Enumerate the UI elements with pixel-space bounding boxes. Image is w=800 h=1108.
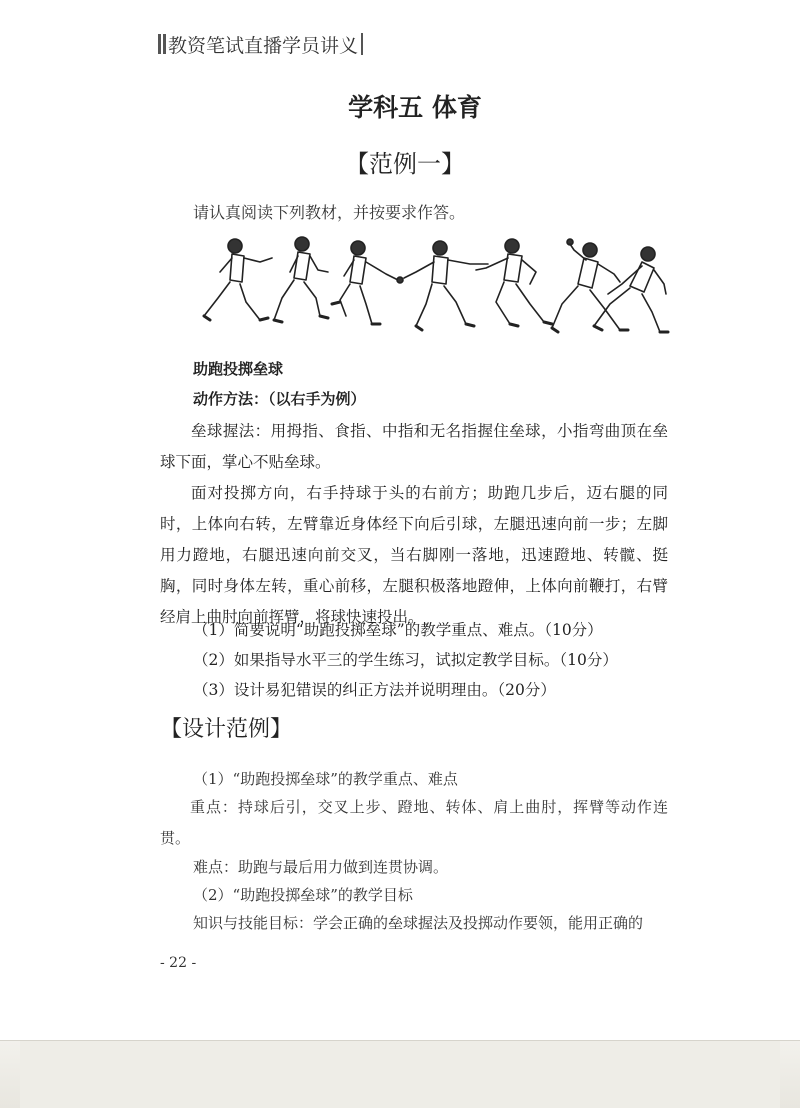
scan-edge	[0, 1040, 800, 1108]
intro-text: 请认真阅读下列教材，并按要求作答。	[193, 203, 466, 222]
athlete-figure-6	[552, 239, 628, 332]
header-bar-left-2	[163, 34, 166, 54]
page-number: - 22 -	[160, 955, 197, 971]
handout-header	[158, 30, 363, 58]
question-3: （3）设计易犯错误的纠正方法并说明理由。（20分）	[193, 681, 556, 699]
answer-goal-line: 知识与技能目标：学会正确的垒球握法及投掷动作要领，能用正确的	[193, 914, 644, 932]
header-bar-right	[361, 33, 363, 55]
athlete-figure-1	[204, 239, 272, 320]
technique-paragraph: 面对投掷方向，右手持球于头的右前方；助跑几步后，迈右腿的同时，上体向右转，左臂靠近身体经下向后引球，左腿迅速向前一步；左脚用力蹬地，右腿迅速向前交叉，当右脚刚一落地，迅速蹬地、转髋、挺胸，同时身体左转，重心前移，左腿积极落地蹬伸，上体向前鞭打，右臂经肩上曲肘向前挥臂，将球快速投出。	[160, 484, 668, 626]
example-title: 【范例一】	[345, 150, 465, 178]
subject-title: 学科五 体育	[348, 93, 482, 122]
athlete-figure-7	[594, 247, 668, 332]
answer-q1-heading: （1）“助跑投掷垒球”的教学重点、难点	[193, 770, 458, 788]
athlete-figure-4	[404, 241, 488, 330]
question-1: （1）简要说明“助跑投掷垒球”的教学重点、难点。（10分）	[193, 621, 603, 639]
figure-svg	[190, 232, 670, 344]
answer-key-point: 重点：持球后引，交叉上步、蹬地、转体、肩上曲肘，挥臂等动作连贯。	[160, 798, 668, 847]
athlete-figure-3	[332, 241, 403, 324]
method-heading: 动作方法：（以右手为例）	[193, 390, 366, 408]
header-bar-left	[158, 34, 161, 54]
scan-edge-inner	[20, 1041, 780, 1108]
grip-paragraph: 垒球握法：用拇指、食指、中指和无名指握住垒球，小指弯曲顶在垒球下面，掌心不贴垒球。	[160, 422, 668, 471]
question-2: （2）如果指导水平三的学生练习，试拟定教学目标。（10分）	[193, 651, 618, 669]
answer-q2-heading: （2）“助跑投掷垒球”的教学目标	[193, 886, 413, 904]
shot-put-sequence-illustration	[190, 232, 670, 344]
answer-difficulty: 难点：助跑与最后用力做到连贯协调。	[193, 858, 449, 876]
athlete-figure-5	[476, 239, 552, 326]
header-title: 教资笔试直播学员讲义	[168, 34, 359, 57]
design-title: 【设计范例】	[160, 717, 293, 742]
athlete-figure-2	[274, 237, 328, 322]
section-heading: 助跑投掷垒球	[193, 360, 284, 378]
